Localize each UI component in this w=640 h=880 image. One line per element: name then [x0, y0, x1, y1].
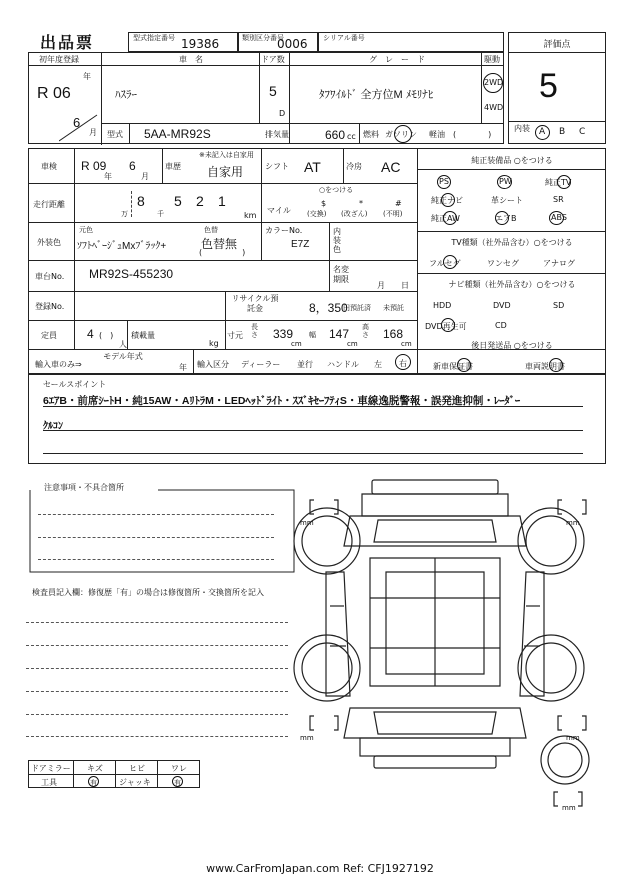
fullseg-circle	[443, 255, 457, 269]
inspection-month: 6	[129, 159, 136, 173]
inspection-year: R 09	[81, 159, 107, 173]
mm-label-fl: mm	[300, 519, 314, 527]
recycle-amount: 8，350	[309, 301, 348, 315]
vehicle-history: 自家用	[207, 165, 244, 179]
serial-box: シリアル番号	[318, 32, 504, 52]
mileage-digit-2: 2	[196, 193, 204, 209]
genuine-aw-circle	[443, 211, 457, 225]
caution-bracket	[28, 488, 298, 574]
warranty-circle	[457, 358, 471, 372]
model-type: 5AA-MR92S	[144, 127, 211, 141]
sheet-title: 出品票	[40, 33, 95, 52]
mm-label-rr: mm	[566, 734, 580, 742]
model-no: 19386	[181, 37, 220, 51]
mileage-digit-3: 1	[218, 193, 226, 209]
displacement: 660	[325, 128, 346, 142]
genuine-tv-circle	[557, 175, 571, 189]
width: 147	[329, 327, 350, 341]
diagonal-line	[59, 113, 99, 143]
mm-label-fr: mm	[566, 519, 580, 527]
legend-table: ドアミラー キズ ヒビ ワレ 工具 有 ジャッキ 有	[28, 760, 200, 788]
sales-point-block: セールスポイント 6ｴｱB・前席ｼｰﾄH・純15AW・AﾘﾄﾗM・LEDﾍｯﾄﾞﾗｲﾄ・ｽｽﾞｷｾｰﾌﾃｨS・車線逸脱警報・誤発進抑制・ﾚｰﾀﾞｰ ｸﾙｺﾝ	[28, 374, 606, 464]
shift-value: AT	[304, 159, 321, 175]
vehicle-block: 初年度登録 車 名 ドア数 グ レ ー ド 駆動 R 06 年 6 月 ﾊｽﾗｰ 5 D ﾀﾌﾜｲﾙﾄﾞ 全方位M ﾒﾓﾘﾅﾋ 2WD 4WD 型式 5AA-MR92S 排気量 660 cc 燃料 ガソリン 軽油 ( )	[28, 52, 504, 144]
sales-point-line-2: ｸﾙｺﾝ	[43, 421, 63, 432]
class-no: 0006	[277, 37, 308, 51]
car-diagram	[290, 476, 610, 816]
exterior-color: ｿﾌﾄﾍﾞｰｼﾞｭMxﾌﾞﾗｯｸ+	[77, 241, 167, 252]
footer-ref: www.CarFromJapan.com Ref: CFJ1927192	[206, 862, 434, 875]
door-count: 5	[269, 83, 277, 99]
sales-point-line-1: 6ｴｱB・前席ｼｰﾄH・純15AW・AﾘﾄﾗM・LEDﾍｯﾄﾞﾗｲﾄ・ｽｽﾞｷｾｰﾌﾃｨS・車線逸脱警報・誤発進抑制・ﾚｰﾀﾞｰ	[43, 395, 521, 407]
length: 339	[273, 327, 294, 341]
height: 168	[383, 327, 404, 341]
grade-text: ﾀﾌﾜｲﾙﾄﾞ 全方位M ﾒﾓﾘﾅﾋ	[319, 89, 434, 101]
abs-circle	[549, 211, 564, 225]
color-no: E7Z	[291, 239, 310, 250]
capacity: 4	[87, 327, 94, 341]
manual-circle	[549, 358, 563, 372]
airbag-circle	[495, 211, 509, 225]
score-box: 評価点 5 内装 A B C	[508, 32, 606, 144]
pw-circle	[497, 175, 512, 189]
ps-circle	[437, 175, 451, 189]
mileage-digit-1: 5	[174, 193, 182, 209]
car-name: ﾊｽﾗｰ	[115, 89, 137, 101]
detail-block: 車検 R 09 年 6 月 車歴 ※未記入は自家用 自家用 シフト AT 冷房 AC 走行距離 万 8 千 5 2 1 km ○をつける マイル $ (交換) * (改ざん) # (不明) 外装色 元色 ｿﾌﾄﾍﾞｰｼﾞｭMxﾌﾞﾗｯｸ+ 色替 色替無 ( ) カラーNo. E7Z 内装色 車台No. MR92S-455230 名変期限 月 日 登録No. リサイクル預託金 8，350 円預託済 未預託 定員 4 ( ) 人 積載量 kg 寸元 長さ 339 cm 幅 147 cm 高さ 168 cm 輸入車のみ⇒ モデル年式 年 輸入区分 ディーラー 並行 ハンドル 左 右 純正装備品 ○をつける PS PW 純正TV 純正ナビ 革シート SR 純正AW エアB ABS TV種類（社外品含む）○をつける フルセグ ワンセグ アナログ ナビ種類（社外品含む）○をつける HDD DVD SD DVD再生可 CD 後日発送品 ○をつける 新車保証書 車両説明書	[28, 148, 606, 374]
first-reg-month: 6	[73, 115, 81, 130]
mileage-man: 8	[137, 193, 145, 209]
genuine-navi-circle	[441, 193, 455, 207]
model-no-box: 型式指定番号 19386	[128, 32, 238, 52]
class-no-box: 類別区分番号 0006	[238, 32, 318, 52]
first-reg-year: R 06	[37, 85, 71, 102]
mm-label-spare: mm	[562, 804, 576, 812]
ac-value: AC	[381, 159, 401, 175]
dvd-play-circle	[441, 318, 455, 332]
grade-score: 5	[539, 67, 558, 105]
chassis-no: MR92S-455230	[89, 267, 174, 281]
color-change: 色替無	[201, 237, 238, 251]
mm-label-rl: mm	[300, 734, 314, 742]
